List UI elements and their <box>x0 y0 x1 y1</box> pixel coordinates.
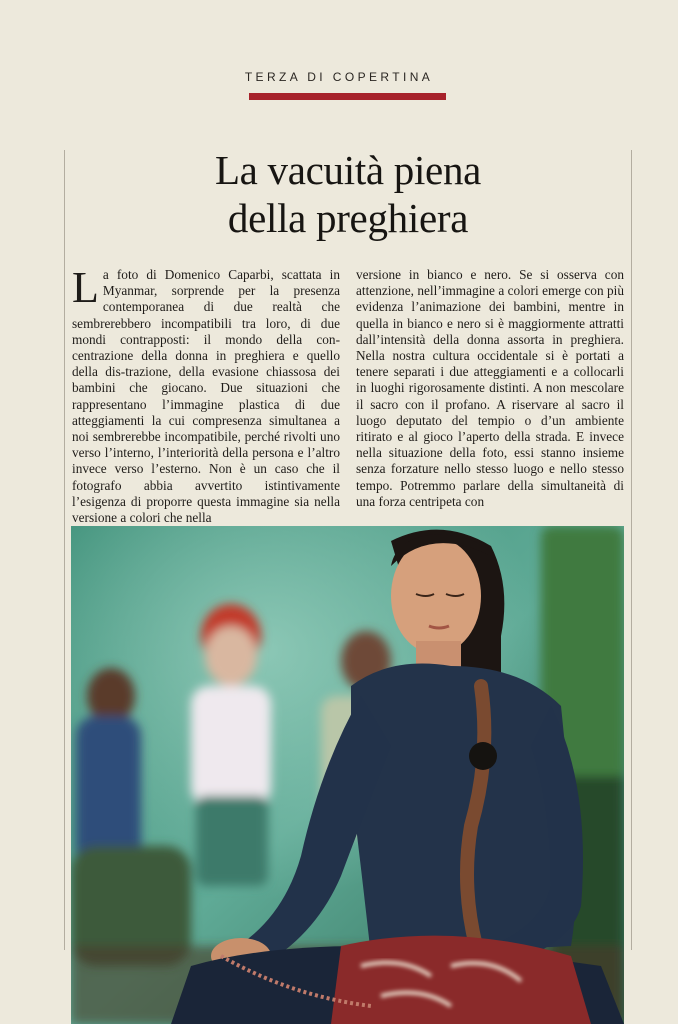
title-line-2: della preghiera <box>227 195 469 241</box>
text-column-1 <box>72 263 340 526</box>
column-2-text: versione in bianco e nero. Se si osserva con attenzione, nell’immagine a colori emerge con più evidenza l’animazione dei bambini, mentre in quella in bianco e nero si è maggiormente attratti dall’intensità della donna assorta in preghiera. Nella nostra cultura occidentale si è portati a tenere separati i due atteggiamenti e a collocarli in luoghi rigorosamente distinti. A non mescolare il sacro con il profano. A riservare al sacro il luogo deputato del tempio o d’un ambiente ritirato e al gioco l’aperto della strada. E invece nella situazione della foto, essi stanno insieme senza forzature nello stesso luogo e nello stesso tempo. Potremmo parlare della simultaneità di una forza centripeta con <box>356 267 624 509</box>
column-1-text: a foto di Domenico Caparbi, scattata in Myanmar, sorprende per la presenza contemporanea di due realtà che sembrerebbero incompatibili tra loro, di due mondi contrapposti: il mondo della con-centrazione della donna in preghiera e quello della dis-trazione, della evasione chiassosa dei bambini che giocano. Due situazioni che rappresentano l’immagine plastica di due atteggiamenti la cui compresenza simultanea a noi sembrerebbe incompatibile, perché rivolti uno verso l’interno, l’interiorità della persona e l’altro invece verso l’esterno. Non è un caso che il fotografo abbia avvertito istintivamente l’esigenza di proporre questa immagine sia nella versione a colori che nella <box>72 267 340 526</box>
photo-illustration <box>71 526 624 1024</box>
kicker-rule <box>249 93 446 100</box>
left-column-rule <box>64 150 65 950</box>
article-title <box>64 146 632 242</box>
drop-cap: L <box>72 263 99 312</box>
section-kicker: TERZA DI COPERTINA <box>244 70 434 84</box>
article-photo <box>71 526 624 1024</box>
title-line-1: La vacuità piena <box>214 147 482 193</box>
right-column-rule <box>631 150 632 950</box>
text-column-2 <box>356 267 624 510</box>
